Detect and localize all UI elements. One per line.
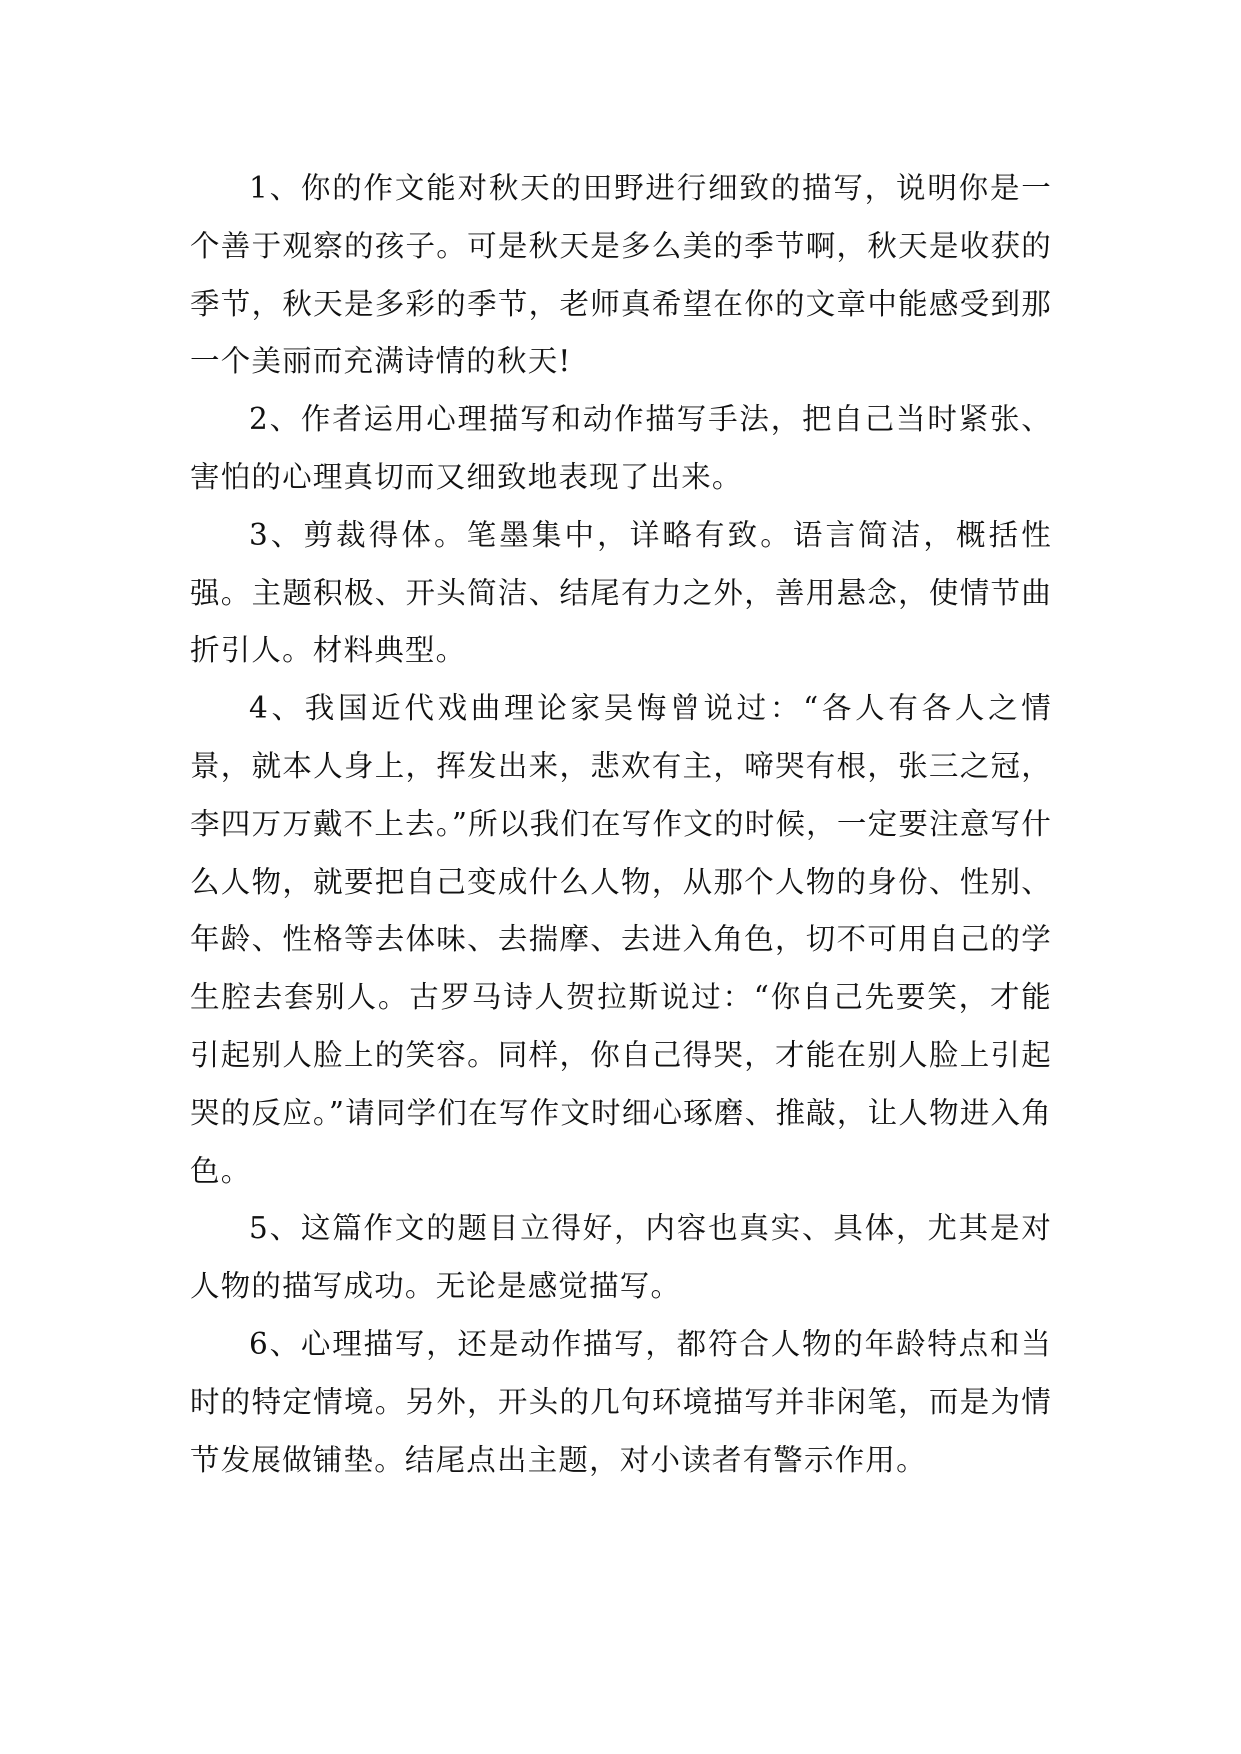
paragraph-4: 4、我国近代戏曲理论家吴悔曾说过：“各人有各人之情景，就本人身上，挥发出来，悲欢有主，啼哭有根，张三之冠，李四万万戴不上去。”所以我们在写作文的时候，一定要注意写什么人物，就要把自己变成什么人物，从那个人物的身份、性别、年龄、性格等去体味、去揣摩、去进入角色，切不可用自己的学生腔去套别人。古罗马诗人贺拉斯说过：“你自己先要笑，才能引起别人脸上的笑容。同样，你自己得哭，才能在别人脸上引起哭的反应。”请同学们在写作文时细心琢磨、推敲，让人物进入角色。: [190, 691, 1052, 1188]
paragraph-2: 2、作者运用心理描写和动作描写手法，把自己当时紧张、害怕的心理真切而又细致地表现了出来。: [190, 402, 1052, 494]
paragraph-1: 1、你的作文能对秋天的田野进行细致的描写，说明你是一个善于观察的孩子。可是秋天是多么美的季节啊，秋天是收获的季节，秋天是多彩的季节，老师真希望在你的文章中能感受到那一个美丽而充满诗情的秋天!: [190, 171, 1052, 379]
paragraph-3: 3、剪裁得体。笔墨集中，详略有致。语言简洁，概括性强。主题积极、开头简洁、结尾有力之外，善用悬念，使情节曲折引人。材料典型。: [190, 517, 1052, 668]
paragraph-5: 5、这篇作文的题目立得好，内容也真实、具体，尤其是对人物的描写成功。无论是感觉描写。: [190, 1211, 1052, 1304]
paragraph-6: 6、心理描写，还是动作描写，都符合人物的年龄特点和当时的特定情境。另外，开头的几句环境描写并非闲笔，而是为情节发展做铺垫。结尾点出主题，对小读者有警示作用。: [190, 1326, 1052, 1477]
document-body: [190, 160, 1052, 1489]
